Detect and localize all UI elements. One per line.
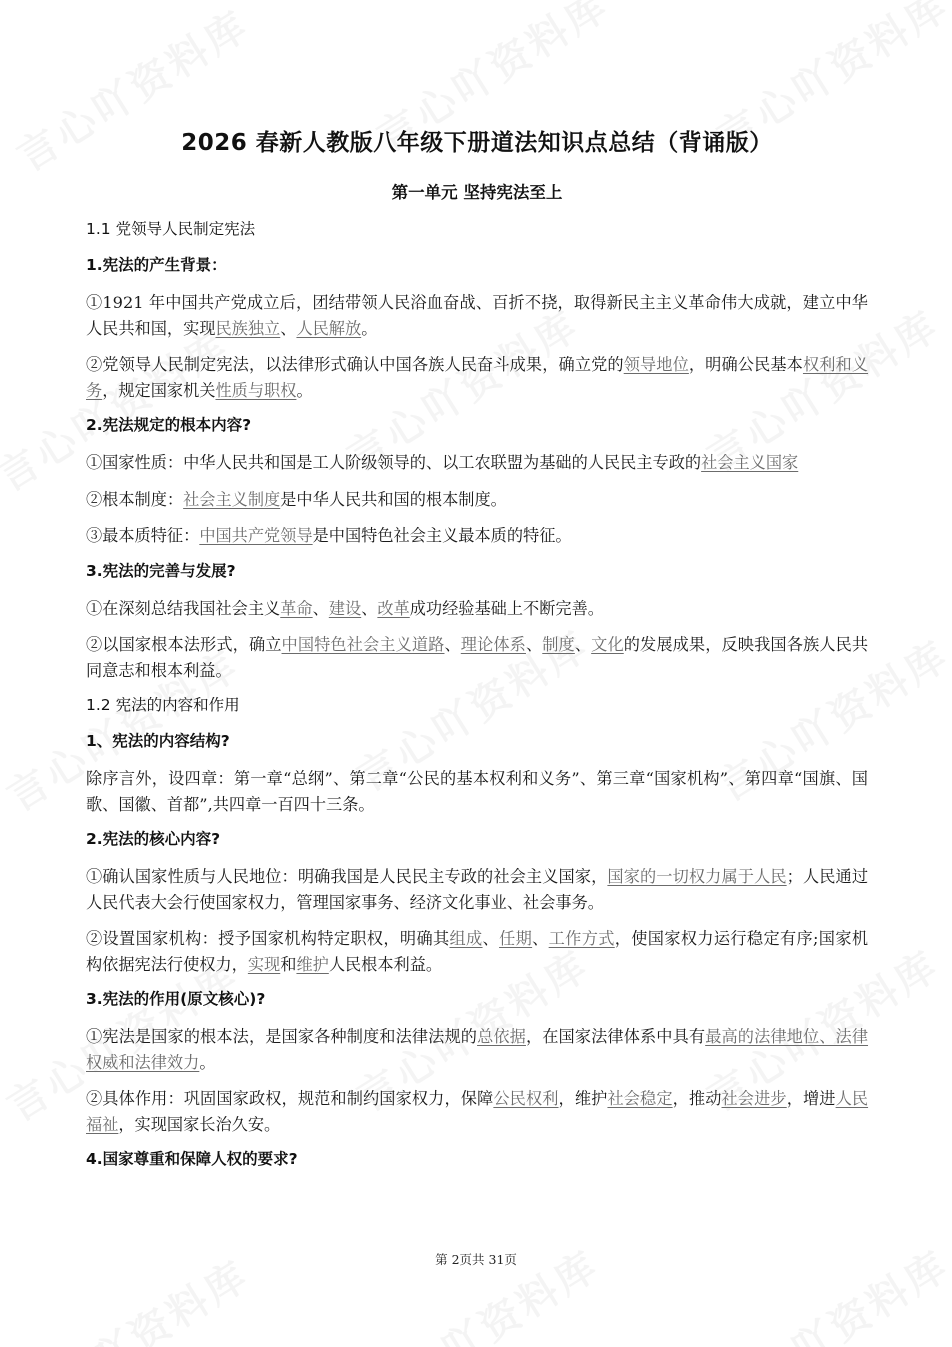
- key-term: 最高的法律地位、法律权威和法律效力: [86, 1027, 869, 1072]
- paragraph: [86, 290, 868, 341]
- section-heading: 1.2 宪法的内容和作用: [86, 696, 240, 714]
- text-run: 成功经验基础上不断完善。: [409, 598, 604, 618]
- document-page: [86, 124, 868, 1184]
- key-term: 理论体系: [460, 635, 526, 654]
- text-run: 。: [361, 318, 378, 338]
- key-term: 领导地位: [623, 355, 689, 374]
- text-run: ②设置国家机构：授予国家机构特定职权，明确其: [86, 929, 450, 948]
- key-term: 总依据: [477, 1027, 526, 1046]
- key-term: 权利和义务: [86, 355, 869, 400]
- question-heading: 1、宪法的内容结构?: [86, 732, 230, 750]
- paragraph: [86, 632, 868, 683]
- text-run: ②具体作用：巩固国家政权，规范和制约国家权力，保障: [86, 1089, 494, 1108]
- text-run: 、: [525, 635, 543, 654]
- text-run: 。: [296, 380, 313, 400]
- text-run: ①宪法是国家的根本法，是国家各种制度和法律法规的: [86, 1027, 478, 1046]
- text-run: ②党领导人民制定宪法，以法律形式确认中国各族人民奋斗成果，确立党的: [86, 355, 624, 374]
- question-heading: 3.宪法的完善与发展?: [86, 561, 236, 580]
- text-run: 是中华人民共和国的根本制度。: [280, 489, 507, 509]
- question-heading: 1.宪法的产生背景：: [86, 256, 227, 274]
- unit-title: 第一单元 坚持宪法至上: [391, 183, 563, 202]
- question-heading: 4.国家尊重和保障人权的要求?: [86, 1150, 298, 1168]
- text-run: 的发展成果，反映我国各族人民共同意志和根本利益。: [86, 635, 869, 680]
- key-term: 社会稳定: [607, 1089, 673, 1108]
- key-term: 社会主义国家: [701, 453, 799, 472]
- paragraph: [86, 487, 868, 513]
- text-run: ，维护: [558, 1089, 608, 1108]
- key-term: 社会主义制度: [183, 489, 281, 509]
- text-run: ③最本质特征：: [86, 526, 200, 545]
- key-term: 人民解放: [296, 318, 362, 338]
- key-term: 任期: [499, 929, 533, 948]
- paragraph: [86, 450, 868, 476]
- paragraph: [86, 1024, 868, 1075]
- key-term: 文化: [591, 635, 624, 654]
- paragraph: [86, 1086, 868, 1137]
- text-run: 人民根本利益。: [328, 954, 443, 974]
- page-footer: 第 2页共 31页: [435, 1252, 517, 1267]
- text-run: 、: [532, 929, 549, 948]
- key-term: 实现: [247, 954, 281, 974]
- text-run: 、: [574, 635, 592, 654]
- paragraph: [86, 864, 868, 915]
- key-term: 组成: [449, 929, 483, 948]
- text-run: ②以国家根本法形式，确立: [86, 635, 282, 654]
- paragraph: [86, 352, 868, 403]
- text-run: 、: [444, 635, 461, 654]
- text-run: ①国家性质：中华人民共和国是工人阶级领导的、以工农联盟为基础的人民民主专政的: [86, 453, 702, 472]
- question-heading: 3.宪法的作用(原文核心)?: [86, 990, 266, 1008]
- paragraph: [86, 596, 868, 622]
- paragraph: [86, 523, 868, 549]
- text-run: 是中国特色社会主义最本质的特征。: [312, 526, 572, 545]
- text-run: ②根本制度：: [86, 489, 184, 509]
- text-run: ，推动: [672, 1089, 722, 1108]
- key-term: 工作方式: [548, 929, 615, 948]
- key-term: 性质与职权: [215, 380, 297, 400]
- text-run: ，实现国家长治久安。: [118, 1114, 281, 1134]
- text-run: 。: [199, 1052, 216, 1072]
- key-term: 社会进步: [721, 1089, 787, 1108]
- text-run: ，增进: [786, 1089, 836, 1108]
- text-run: 、: [312, 598, 329, 618]
- paragraph: [86, 926, 868, 977]
- text-run: ①确认国家性质与人民地位：明确我国是人民民主专政的社会主义国家，: [86, 867, 608, 886]
- text-run: ①1921 年中国共产党成立后，团结带领人民浴血奋战、百折不挠，取得新民主主义革命伟大成就，建立中华人民共和国，实现: [86, 293, 868, 338]
- key-term: 人民福祉: [86, 1089, 869, 1134]
- question-heading: 2.宪法的核心内容?: [86, 830, 221, 848]
- text-run: ①在深刻总结我国社会主义: [86, 598, 281, 618]
- text-run: 和: [280, 954, 297, 974]
- key-term: 维护: [296, 954, 329, 974]
- text-run: 、: [482, 929, 500, 948]
- text-run: ，使国家权力运行稳定有序;国家机构依据宪法行使权力，: [86, 929, 869, 974]
- key-term: 制度: [542, 635, 575, 654]
- question-heading: 2.宪法规定的根本内容?: [86, 416, 252, 434]
- key-term: 改革: [377, 598, 410, 618]
- key-term: 民族独立: [215, 318, 281, 338]
- key-term: 公民权利: [493, 1089, 559, 1108]
- text-run: 、: [361, 598, 378, 618]
- key-term: 建设: [328, 598, 362, 618]
- text-run: ，在国家法律体系中具有: [525, 1027, 706, 1046]
- section-heading: 1.1 党领导人民制定宪法: [86, 220, 256, 238]
- key-term: 中国特色社会主义道路: [281, 635, 445, 654]
- page-title: 2026 春新人教版八年级下册道法知识点总结（背诵版）: [181, 130, 773, 156]
- text-run: 、: [280, 318, 297, 338]
- text-run: ，规定国家机关: [102, 380, 216, 400]
- paragraph: 除序言外，设四章：第一章“总纲”、第二章“公民的基本权利和义务”、第三章“国家机构”、第四章“国旗、国歌、国徽、首都”,共四章一百四十三条。: [86, 769, 868, 814]
- text-run: ；人民通过人民代表大会行使国家权力，管理国家事务、经济文化事业、社会事务。: [86, 867, 869, 912]
- text-run: ，明确公民基本: [688, 355, 803, 374]
- key-term: 国家的一切权力属于人民: [607, 867, 787, 886]
- key-term: 革命: [280, 598, 313, 618]
- key-term: 中国共产党领导: [199, 526, 313, 545]
